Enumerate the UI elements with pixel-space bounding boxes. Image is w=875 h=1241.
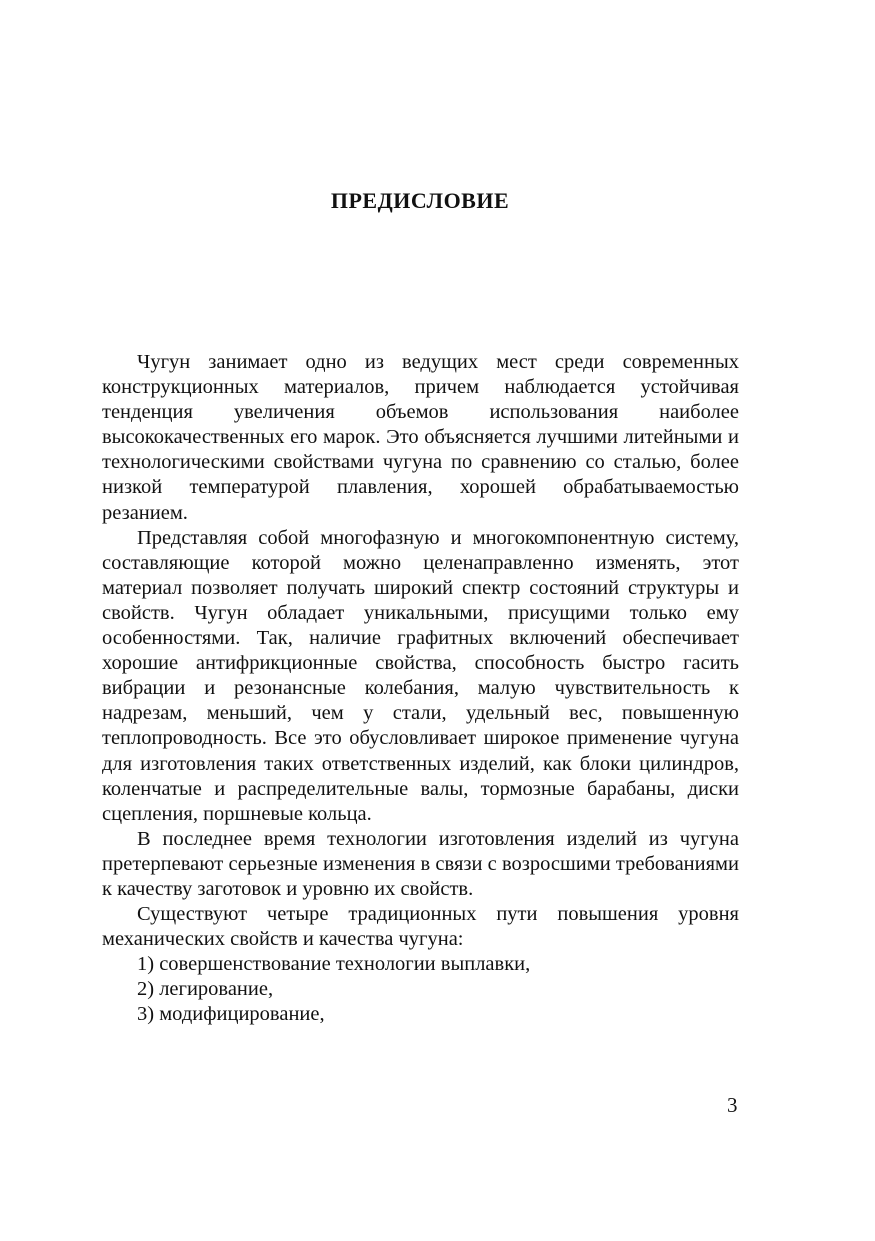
page-title: ПРЕДИСЛОВИЕ	[330, 188, 510, 213]
page-number: 3	[727, 1093, 738, 1117]
paragraph-2: Представляя собой многофазную и многокомпонентную систему, составляющие которой можно целенаправленно изменять, этот материал позволяет получать широкий спектр состояний структуры и свойств. Чугун обладает уникальными, присущими только ему особенностями. Так, наличие графитных включений обеспечивает хорошие антифрикционные свойства, способность быстро гасить вибрации и резонансные колебания, малую чувствительность к надрезам, меньший, чем у стали, удельный вес, повышенную теплопроводность. Все это обусловливает широкое применение чугуна для изготовления таких ответственных изделий, как блоки цилиндров, коленчатые и распределительные валы, тормозные барабаны, диски сцепления, поршневые кольца.	[102, 526, 739, 825]
list-item-3: 3) модифицирование,	[137, 1003, 325, 1026]
list-item-1: 1) совершенствование технологии выплавки,	[137, 953, 531, 976]
body-text	[102, 350, 739, 1028]
list-item-2: 2) легирование,	[137, 978, 274, 1001]
paragraph-1: Чугун занимает одно из ведущих мест среди современных конструкционных материалов, причем наблюдается устойчивая тенденция увеличения объемов использования наиболее высококачественных его марок. Это объясняется лучшими литейными и технологическими свойствами чугуна по сравнению со сталью, более низкой температурой плавления, хорошей обрабатываемостью резанием.	[102, 351, 739, 524]
paragraph-3: В последнее время технологии изготовления изделий из чугуна претерпевают серьезные изменения в связи с возросшими требованиями к качеству заготовок и уровню их свойств.	[102, 827, 739, 900]
paragraph-4: Существуют четыре традиционных пути повышения уровня механических свойств и качества чугуна:	[102, 903, 739, 951]
